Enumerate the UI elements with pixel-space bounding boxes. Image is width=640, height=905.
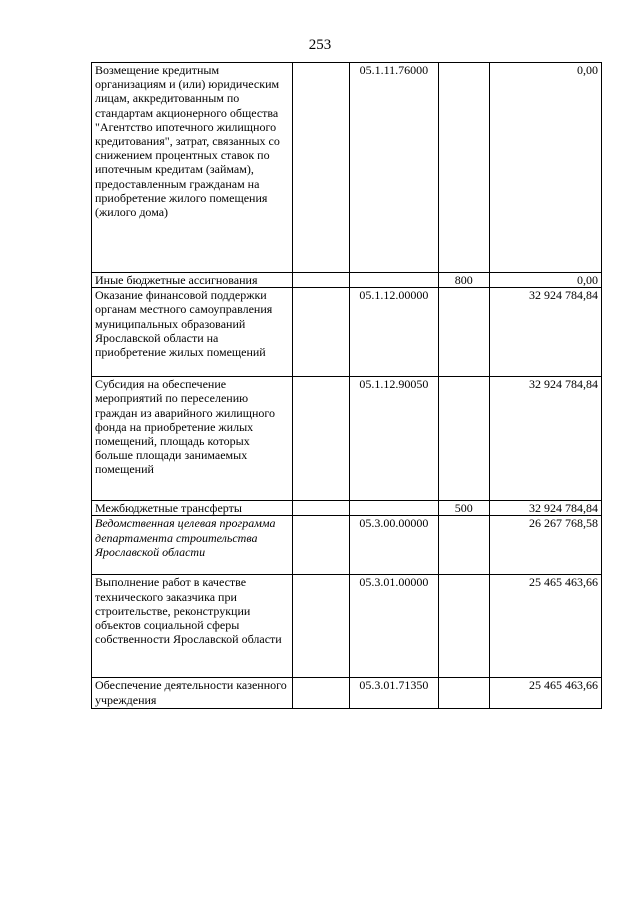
table-row <box>92 678 602 709</box>
row-amount-cell: 32 924 784,84 <box>489 377 601 501</box>
row-department-cell <box>292 288 349 377</box>
row-department-cell <box>292 575 349 678</box>
table-row <box>92 288 602 377</box>
row-target-article-cell: 05.3.01.00000 <box>350 575 439 678</box>
row-amount-cell: 25 465 463,66 <box>489 575 601 678</box>
row-department-cell <box>292 273 349 288</box>
row-target-article-cell <box>350 273 439 288</box>
table-row <box>92 501 602 516</box>
page-number: 253 <box>308 37 332 53</box>
row-name-cell: Межбюджетные трансферты <box>92 501 293 516</box>
row-amount-cell: 25 465 463,66 <box>489 678 601 709</box>
row-name-cell: Субсидия на обеспечение мероприятий по переселению граждан из аварийного жилищного фонда на приобретение жилых помещений, площадь которых больше площади занимаемых помещений <box>92 377 293 501</box>
row-name-cell: Оказание финансовой поддержки органам местного самоуправления муниципальных образований Ярославской области на приобретение жилых помещений <box>92 288 293 377</box>
table-row <box>92 273 602 288</box>
row-name-cell: Выполнение работ в качестве технического заказчика при строительстве, реконструкции объектов социальной сферы собственности Ярославской области <box>92 575 293 678</box>
row-name-cell: Ведомственная целевая программа департамента строительства Ярославской области <box>92 516 293 575</box>
row-department-cell <box>292 501 349 516</box>
row-target-article-cell <box>350 501 439 516</box>
row-expense-type-cell: 800 <box>438 273 489 288</box>
row-name-cell: Иные бюджетные ассигнования <box>92 273 293 288</box>
row-target-article-cell: 05.3.01.71350 <box>350 678 439 709</box>
row-expense-type-cell <box>438 678 489 709</box>
row-expense-type-cell <box>438 575 489 678</box>
row-target-article-cell: 05.1.12.00000 <box>350 288 439 377</box>
row-expense-type-cell <box>438 288 489 377</box>
row-expense-type-cell: 500 <box>438 501 489 516</box>
row-amount-cell: 0,00 <box>489 273 601 288</box>
row-amount-cell: 32 924 784,84 <box>489 288 601 377</box>
row-amount-cell: 26 267 768,58 <box>489 516 601 575</box>
row-department-cell <box>292 516 349 575</box>
row-expense-type-cell <box>438 63 489 273</box>
row-amount-cell: 0,00 <box>489 63 601 273</box>
row-expense-type-cell <box>438 377 489 501</box>
table-row <box>92 63 602 273</box>
row-target-article-cell: 05.1.11.76000 <box>350 63 439 273</box>
row-department-cell <box>292 377 349 501</box>
row-department-cell <box>292 678 349 709</box>
row-name-cell: Обеспечение деятельности казенного учреждения <box>92 678 293 709</box>
row-expense-type-cell <box>438 516 489 575</box>
table-row <box>92 516 602 575</box>
row-target-article-cell: 05.1.12.90050 <box>350 377 439 501</box>
row-amount-cell: 32 924 784,84 <box>489 501 601 516</box>
table-row <box>92 575 602 678</box>
budget-table <box>91 62 602 709</box>
row-department-cell <box>292 63 349 273</box>
table-row <box>92 377 602 501</box>
row-name-cell: Возмещение кредитным организациям и (или) юридическим лицам, аккредитованным по стандартам акционерного общества "Агентство ипотечного жилищного кредитования", затрат, связанных со снижением процентных ставок по ипотечным кредитам (займам), предоставленным гражданам на приобретение жилого помещения (жилого дома) <box>92 63 293 273</box>
row-target-article-cell: 05.3.00.00000 <box>350 516 439 575</box>
